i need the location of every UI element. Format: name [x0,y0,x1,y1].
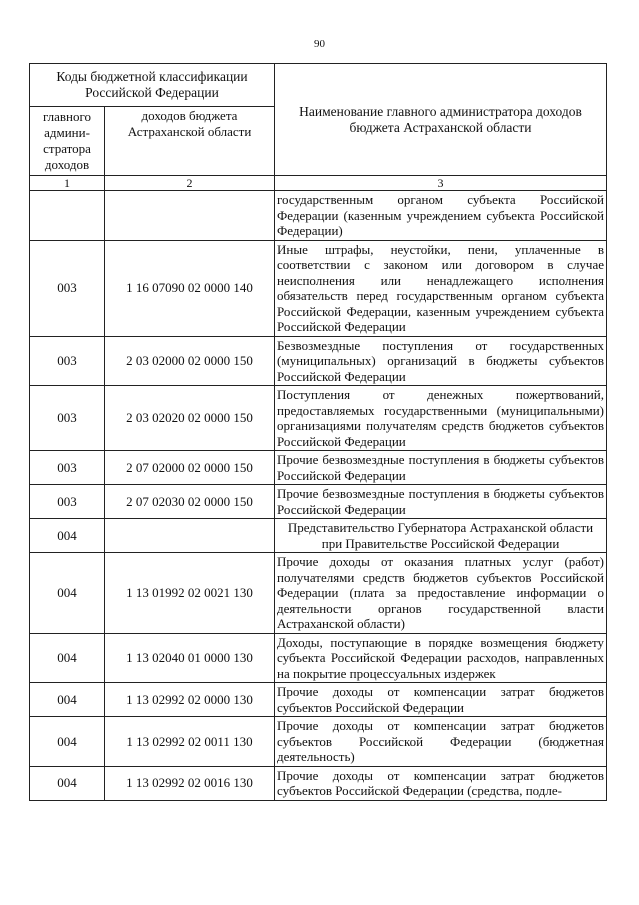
revenue-code-cell: 1 16 07090 02 0000 140 [105,240,275,336]
revenue-code-cell: 1 13 02992 02 0011 130 [105,717,275,767]
revenue-name-cell: Прочие безвозмездные поступления в бюджеты субъектов Российской Федерации [275,451,607,485]
column-number: 2 [105,176,275,191]
admin-code-cell: 003 [30,386,105,451]
admin-code-cell: 003 [30,240,105,336]
revenue-name-cell: Представительство Губернатора Астраханской области при Правительстве Российской Федерации [275,519,607,553]
table-row [30,717,607,767]
admin-code-cell: 003 [30,451,105,485]
revenue-name-cell: государственным органом субъекта Российской Федерации (казенным учреждением субъекта Российской Федерации) [275,191,607,241]
table-row [30,519,607,553]
table-row [30,191,607,241]
code-column-header: доходов бюджета Астраханской области [105,107,275,176]
page-number: 90 [314,38,325,50]
revenue-classification-table [29,63,607,801]
name-column-header: Наименование главного администратора доходов бюджета Астраханской области [275,64,607,176]
revenue-code-cell: 2 07 02000 02 0000 150 [105,451,275,485]
revenue-name-cell: Поступления от денежных пожертвований, предоставляемых государственными (муниципальными) организациями получателям средств бюджетов субъектов Российской Федерации [275,386,607,451]
revenue-code-cell: 1 13 02992 02 0000 130 [105,683,275,717]
revenue-name-cell: Иные штрафы, неустойки, пени, уплаченные в соответствии с законом или договором в случае неисполнения или ненадлежащего исполнения обязательств перед государственным органом субъекта Российской Федерации, казенным учреждением субъекта Российской Федерации [275,240,607,336]
revenue-name-cell: Прочие доходы от компенсации затрат бюджетов субъектов Российской Федерации (бюджетная деятельность) [275,717,607,767]
header-row [30,64,607,107]
revenue-code-cell: 1 13 02040 01 0000 130 [105,633,275,683]
column-number: 3 [275,176,607,191]
revenue-code-cell: 2 07 02030 02 0000 150 [105,485,275,519]
admin-code-cell: 004 [30,717,105,767]
revenue-code-cell [105,519,275,553]
revenue-code-cell [105,191,275,241]
codes-header: Коды бюджетной классификации Российской Федерации [30,64,275,107]
table-row [30,766,607,800]
admin-code-cell [30,191,105,241]
revenue-name-cell: Прочие доходы от оказания платных услуг (работ) получателями средств бюджетов субъектов Российской Федерации (плата за предоставление информации о деятельности органов государственной власти Астраханской области) [275,553,607,634]
table-row [30,485,607,519]
revenue-code-cell: 1 13 01992 02 0021 130 [105,553,275,634]
admin-code-cell: 004 [30,519,105,553]
revenue-name-cell: Прочие доходы от компенсации затрат бюджетов субъектов Российской Федерации (средства, подле- [275,766,607,800]
table-row [30,240,607,336]
revenue-code-cell: 2 03 02000 02 0000 150 [105,336,275,386]
table-row [30,553,607,634]
admin-code-cell: 003 [30,485,105,519]
admin-code-cell: 004 [30,553,105,634]
table-row [30,633,607,683]
admin-code-cell: 004 [30,766,105,800]
revenue-name-cell: Доходы, поступающие в порядке возмещения бюджету субъекта Российской Федерации расходов, направленных на покрытие процессуальных издержек [275,633,607,683]
revenue-name-cell: Безвозмездные поступления от государственных (муниципальных) организаций в бюджеты субъектов Российской Федерации [275,336,607,386]
column-number: 1 [30,176,105,191]
table-row [30,451,607,485]
admin-column-header: главного админи-стратора доходов [30,107,105,176]
admin-code-cell: 004 [30,633,105,683]
admin-code-cell: 004 [30,683,105,717]
table-row [30,386,607,451]
admin-code-cell: 003 [30,336,105,386]
table-row [30,683,607,717]
revenue-name-cell: Прочие доходы от компенсации затрат бюджетов субъектов Российской Федерации [275,683,607,717]
revenue-code-cell: 1 13 02992 02 0016 130 [105,766,275,800]
column-number-row [30,176,607,191]
table-row [30,336,607,386]
revenue-code-cell: 2 03 02020 02 0000 150 [105,386,275,451]
revenue-name-cell: Прочие безвозмездные поступления в бюджеты субъектов Российской Федерации [275,485,607,519]
